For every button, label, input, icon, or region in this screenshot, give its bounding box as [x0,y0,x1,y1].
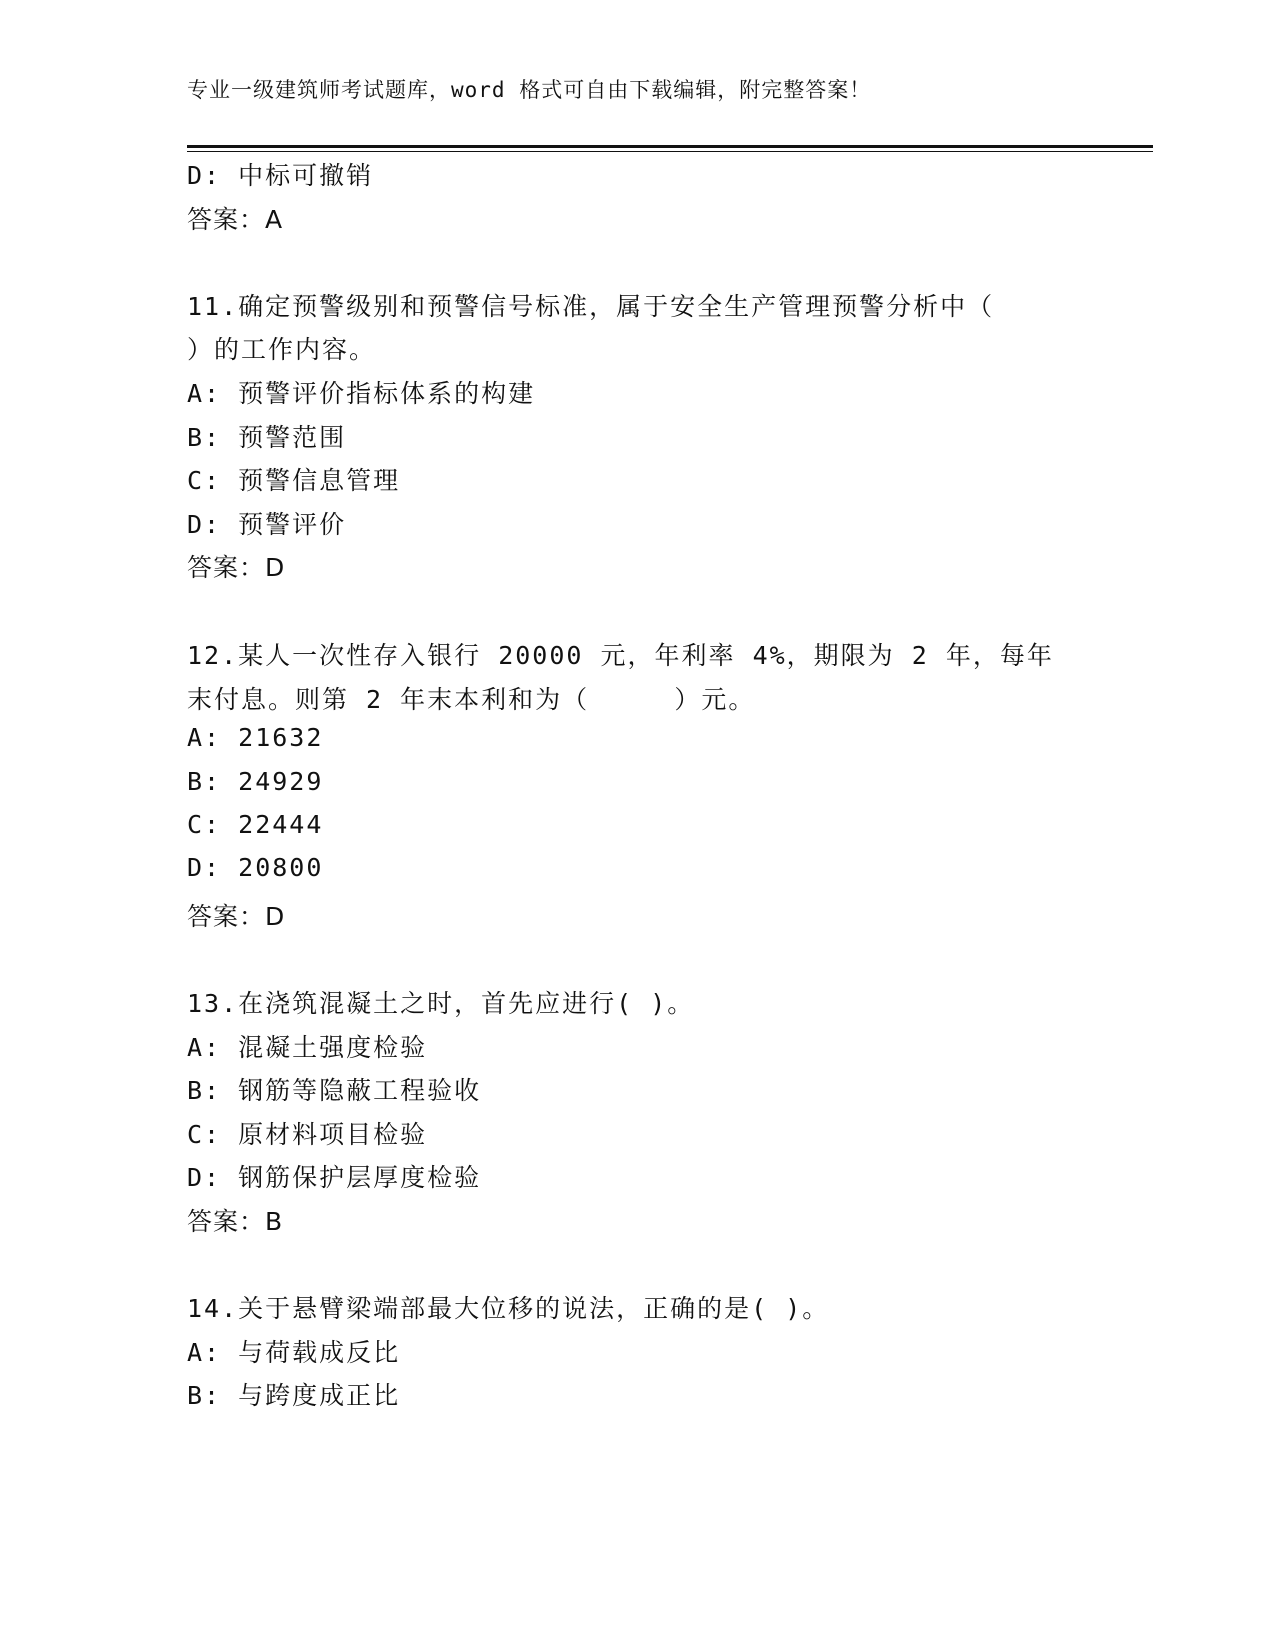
q12-option-a: A: 21632 [187,723,324,752]
q12-option-b: B: 24929 [187,767,324,796]
q13-stem-line-1: 13.在浇筑混凝土之时，首先应进行( )。 [187,989,695,1018]
q12-stem-line-1: 12.某人一次性存入银行 20000 元，年利率 4%，期限为 2 年，每年 [187,641,1054,670]
header-rule-thin [187,151,1153,152]
q11-answer: 答案：D [187,553,286,582]
page-header: 专业一级建筑师考试题库，word 格式可自由下载编辑，附完整答案！ [187,78,872,102]
q12-stem-line-2: 末付息。则第 2 年末本利和为（ ）元。 [187,685,756,714]
q11-option-c: C: 预警信息管理 [187,466,401,495]
q13-answer: 答案：B [187,1207,284,1236]
q11-stem-line-2: ）的工作内容。 [187,335,377,364]
q10-option-d: D: 中标可撤销 [187,161,374,190]
q14-stem-line-1: 14.关于悬臂梁端部最大位移的说法，正确的是( )。 [187,1294,830,1323]
q13-option-d: D: 钢筋保护层厚度检验 [187,1163,482,1192]
q11-option-d: D: 预警评价 [187,510,347,539]
q11-stem-line-1: 11.确定预警级别和预警信号标准，属于安全生产管理预警分析中（ [187,292,995,321]
q13-option-c: C: 原材料项目检验 [187,1120,428,1149]
q13-option-b: B: 钢筋等隐蔽工程验收 [187,1076,482,1105]
q10-answer: 答案：A [187,205,284,234]
q11-option-b: B: 预警范围 [187,423,347,452]
header-rule-thick [187,145,1153,148]
q14-option-a: A: 与荷载成反比 [187,1338,401,1367]
q11-option-a: A: 预警评价指标体系的构建 [187,379,536,408]
q14-option-b: B: 与跨度成正比 [187,1381,401,1410]
q12-answer: 答案：D [187,902,286,931]
q12-option-d: D: 20800 [187,853,324,882]
q13-option-a: A: 混凝土强度检验 [187,1033,428,1062]
q12-option-c: C: 22444 [187,810,324,839]
